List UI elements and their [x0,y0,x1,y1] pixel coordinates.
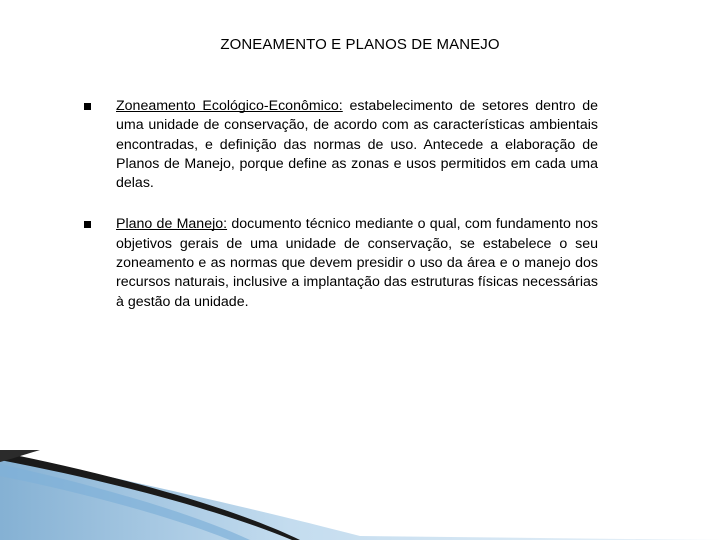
bullet-item-plano-de-manejo [84,215,598,311]
bullet-description: documento técnico mediante o qual, com fundamento nos objetivos gerais de uma unidade de conservação, se estabelece o seu zoneamento e as normas que devem presidir o uso da área e o manejo dos recursos naturais, inclusive a implantação das estruturas físicas necessárias à gestão da unidade. [116,216,598,310]
bullet-term: Plano de Manejo: [116,216,228,233]
square-bullet-icon [84,103,91,110]
bullet-list [84,97,598,334]
bullet-text [116,97,598,193]
bullet-term: Zoneamento Ecológico-Econômico: [116,98,343,114]
slide-title: ZONEAMENTO E PLANOS DE MANEJO [220,36,500,53]
decorative-swoosh [0,450,720,540]
square-bullet-icon [84,221,91,228]
bullet-item-zoneamento [84,97,598,193]
bullet-description: estabelecimento de setores dentro de uma unidade de conservação, de acordo com as características ambientais encontradas, e definição das normas de uso. Antecede a elaboração de Planos de Manejo, porque define as zonas e usos permitidos em cada uma delas. [116,98,598,192]
bullet-text [116,215,598,311]
